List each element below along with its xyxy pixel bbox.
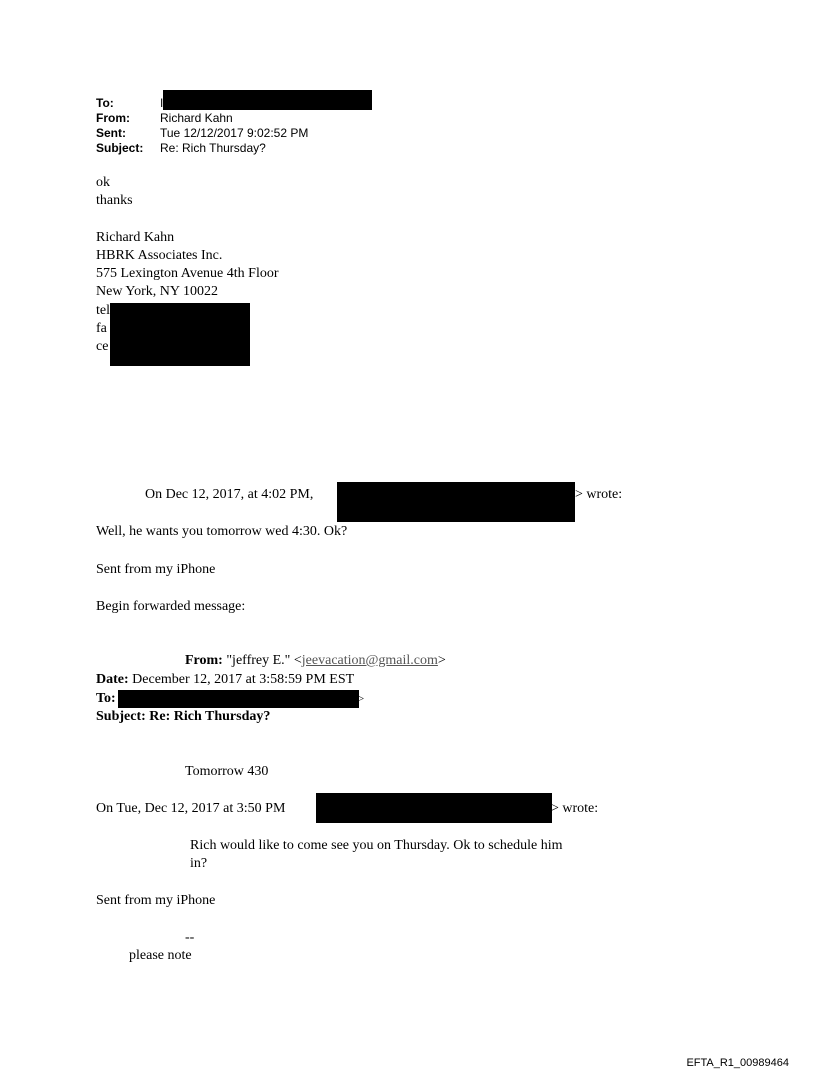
subject-value: Re: Rich Thursday?	[160, 141, 266, 155]
redaction-forwarded-recipient	[118, 690, 359, 708]
forwarded-subject-label: Subject:	[96, 709, 146, 724]
forwarded-subject-value: Re: Rich Thursday?	[149, 709, 271, 724]
redaction-to-recipient	[163, 90, 372, 110]
quote1-forward-label: Begin forwarded message:	[96, 599, 246, 614]
forwarded-to-label: To:	[96, 691, 116, 706]
signature-company: HBRK Associates Inc.	[96, 248, 223, 263]
signature-fax-prefix: fa	[96, 321, 107, 336]
forwarded-from-close: >	[437, 653, 446, 668]
forwarded-from-name: "jeffrey E." <	[226, 653, 302, 668]
to-initial: I	[160, 96, 164, 110]
redaction-quote1-sender	[337, 482, 575, 522]
forwarded-from-email-link[interactable]: jeevacation@gmail.com	[301, 653, 438, 668]
forwarded-subject-line	[96, 708, 270, 726]
quote1-message: Well, he wants you tomorrow wed 4:30. Ok?	[96, 524, 348, 539]
signature-cell-prefix: ce	[96, 339, 109, 354]
quote1-intro: On Dec 12, 2017, at 4:02 PM,	[145, 487, 314, 502]
signature-name: Richard Kahn	[96, 230, 175, 245]
forwarded-from-label: From:	[185, 653, 223, 668]
reply-text: Tomorrow 430	[185, 764, 269, 779]
forwarded-date-label: Date:	[96, 672, 129, 687]
signature-address-line2: New York, NY 10022	[96, 284, 218, 299]
redaction-phone-numbers	[110, 303, 250, 366]
closing-dashes: --	[185, 930, 195, 945]
quote1-sent-from: Sent from my iPhone	[96, 562, 216, 577]
quote2-message-line1: Rich would like to come see you on Thursday. Ok to schedule him	[190, 838, 563, 853]
quote2-message-line2: in?	[190, 856, 208, 871]
quote2-sent-from: Sent from my iPhone	[96, 893, 216, 908]
signature-tel-prefix: tel	[96, 303, 110, 318]
from-value: Richard Kahn	[160, 111, 233, 125]
body-line-ok: ok	[96, 175, 110, 190]
forwarded-from-line	[185, 652, 446, 670]
forwarded-to-close: >	[358, 693, 365, 705]
sent-value: Tue 12/12/2017 9:02:52 PM	[160, 126, 309, 140]
sent-label: Sent:	[96, 126, 126, 140]
document-id: EFTA_R1_00989464	[686, 1057, 789, 1069]
body-line-thanks: thanks	[96, 193, 133, 208]
quote1-wrote: > wrote:	[575, 487, 623, 502]
to-label: To:	[96, 96, 114, 110]
subject-label: Subject:	[96, 141, 144, 155]
from-label: From:	[96, 111, 130, 125]
signature-address-line1: 575 Lexington Avenue 4th Floor	[96, 266, 279, 281]
closing-note: please note	[129, 948, 192, 963]
forwarded-date-line	[96, 671, 354, 689]
redaction-quote2-sender	[316, 793, 552, 823]
quote2-wrote: > wrote:	[551, 801, 599, 816]
quote2-intro: On Tue, Dec 12, 2017 at 3:50 PM	[96, 801, 286, 816]
forwarded-date-value: December 12, 2017 at 3:58:59 PM EST	[132, 672, 355, 687]
